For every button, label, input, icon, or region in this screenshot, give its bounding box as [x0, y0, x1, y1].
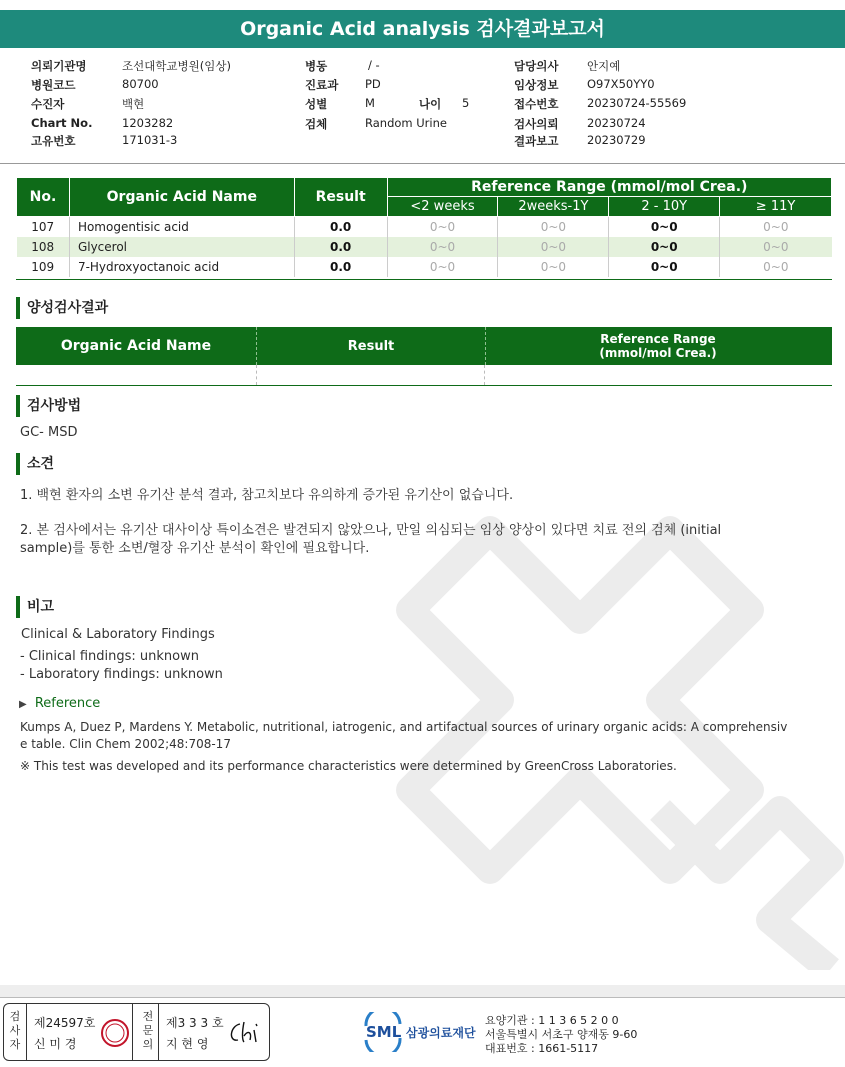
info-value: M	[365, 96, 375, 110]
cell-ref: 0~0	[498, 217, 609, 238]
table-row	[17, 217, 832, 238]
tester-label-char: 검	[9, 1010, 21, 1023]
col-header-ref: Reference Range (mmol/mol Crea.)	[387, 178, 831, 197]
info-label: 병동	[305, 59, 328, 73]
disclaimer-note: ※ This test was developed and its performance characteristics were determined by GreenCross Laboratories.	[20, 759, 677, 773]
table-bottom-rule	[16, 279, 832, 280]
info-value: 20230724-55569	[587, 96, 687, 110]
sml-logo-text: SML	[366, 1023, 402, 1041]
remarks-findings-title: Clinical & Laboratory Findings	[21, 627, 215, 642]
cell-ref: 0~0	[609, 237, 720, 257]
org-address: 서울특별시 서초구 양재동 9-60	[485, 1028, 638, 1041]
cell-ref: 0~0	[498, 237, 609, 257]
cell-ref: 0~0	[387, 257, 498, 277]
info-value: 조선대학교병원(임상)	[122, 59, 231, 73]
col-header-result: Result	[294, 178, 387, 217]
info-value: 20230724	[587, 116, 646, 130]
col-header-age: 2weeks-1Y	[498, 197, 609, 217]
cell-no: 108	[17, 237, 70, 257]
tester-label	[8, 1010, 22, 1052]
divider	[0, 997, 845, 998]
org-code: 요양기관 : 1 1 3 6 5 2 0 0	[485, 1014, 619, 1027]
cell-result: 0.0	[294, 257, 387, 277]
cell-no: 109	[31, 260, 55, 274]
table-row	[17, 237, 832, 257]
cell-ref: 0~0	[609, 257, 720, 277]
info-label: 결과보고	[514, 134, 559, 148]
cell-name: Glycerol	[69, 237, 294, 257]
results-table	[16, 177, 832, 277]
info-label: 병원코드	[31, 78, 76, 92]
cell-name: Homogentisic acid	[69, 217, 294, 238]
reference-label: Reference	[34, 696, 101, 711]
col-header-age: <2 weeks	[387, 197, 498, 217]
info-value: O97X50YY0	[587, 77, 655, 91]
cell-no: 107	[31, 220, 55, 234]
reference-heading	[19, 696, 100, 711]
col-header-age: 2 - 10Y	[609, 197, 720, 217]
opinion-line-1: 1. 백현 환자의 소변 유기산 분석 결과, 참고치보다 유의하게 증가된 유기산이 없습니다.	[20, 488, 514, 503]
report-title: Organic Acid analysis 검사결과보고서	[0, 10, 845, 48]
info-value: 1203282	[122, 116, 174, 130]
col-header-no: No.	[17, 178, 70, 217]
doctor-label	[141, 1010, 155, 1052]
cell-result: 0.0	[294, 237, 387, 257]
section-title-opinion: 소견	[16, 453, 54, 475]
doctor-license-no: 제3 3 3 호	[166, 1016, 224, 1030]
tester-label-char: 자	[9, 1038, 21, 1051]
col-header-age: ≥ 11Y	[720, 197, 832, 217]
tester-license-no: 제24597호	[34, 1016, 96, 1030]
divider	[158, 1004, 159, 1060]
divider	[0, 163, 845, 164]
info-label: Chart No.	[31, 116, 93, 130]
cell-ref: 0~0	[387, 217, 498, 238]
section-title-positive: 양성검사결과	[16, 297, 108, 319]
doctor-label-char: 의	[142, 1038, 154, 1051]
doctor-label-char: 문	[142, 1024, 154, 1037]
org-name: 삼광의료재단	[406, 1026, 476, 1040]
signature-box	[3, 1003, 270, 1061]
cell-ref: 0~0	[498, 257, 609, 277]
opinion-line-2b: sample)를 통한 소변/혈장 유기산 분석이 확인에 필요합니다.	[20, 541, 370, 556]
info-value: 백현	[122, 97, 145, 111]
age-label: 나이	[419, 97, 442, 111]
positive-table-bottom-rule	[16, 385, 832, 386]
col-header-name: Organic Acid Name	[69, 178, 294, 217]
doctor-name: 지 현 영	[166, 1037, 209, 1051]
info-value: 안지예	[587, 59, 621, 73]
info-label: 성별	[305, 97, 328, 111]
section-title-method: 검사방법	[16, 395, 81, 417]
info-label: 고유번호	[31, 134, 76, 148]
info-label: 담당의사	[514, 59, 559, 73]
info-value: 20230729	[587, 133, 646, 147]
info-label: 검체	[305, 117, 328, 131]
remarks-laboratory: - Laboratory findings: unknown	[20, 667, 223, 682]
info-label: 임상정보	[514, 78, 559, 92]
divider	[132, 1004, 133, 1060]
section-title-remarks: 비고	[16, 596, 54, 618]
divider	[484, 365, 486, 385]
cell-result: 0.0	[294, 217, 387, 238]
cell-ref: 0~0	[720, 237, 832, 257]
seal-stamp-icon	[100, 1018, 130, 1048]
tester-name: 신 미 경	[34, 1037, 77, 1051]
cell-name: 7-Hydroxyoctanoic acid	[69, 257, 294, 277]
info-label: 의뢰기관명	[31, 59, 87, 73]
sml-logo-icon	[362, 1012, 402, 1052]
cell-ref: 0~0	[720, 257, 832, 277]
pos-col-ref-line1: Reference Range	[600, 332, 716, 346]
pos-col-name: Organic Acid Name	[60, 338, 212, 354]
info-value: 80700	[122, 77, 159, 91]
reference-text-b: e table. Clin Chem 2002;48:708-17	[20, 737, 231, 751]
age-value: 5	[462, 96, 470, 110]
table-row	[17, 257, 832, 277]
signature-icon	[226, 1018, 264, 1048]
info-value: / -	[368, 58, 380, 72]
info-label: 진료과	[305, 78, 339, 92]
info-value: PD	[365, 77, 381, 91]
triangle-icon: ▶	[19, 699, 27, 710]
info-value: 171031-3	[122, 133, 178, 147]
divider	[26, 1004, 27, 1060]
tester-label-char: 사	[9, 1024, 21, 1037]
opinion-line-2a: 2. 본 검사에서는 유기산 대사이상 특이소견은 발견되지 않았으나, 만일 의심되는 임상 양상이 있다면 치료 전의 검체 (initial	[20, 523, 722, 538]
info-label: 수진자	[31, 97, 65, 111]
footer-band	[0, 985, 845, 997]
method-text: GC- MSD	[20, 425, 78, 440]
reference-text-a: Kumps A, Duez P, Mardens Y. Metabolic, nutritional, iatrogenic, and artifactual sources of urinary organic acids: A comprehensiv	[20, 720, 788, 734]
info-label: 검사의뢰	[514, 117, 559, 131]
org-phone: 대표번호 : 1661-5117	[485, 1042, 599, 1055]
pos-col-ref-line2: (mmol/mol Crea.)	[599, 346, 717, 360]
positive-table-header	[16, 327, 832, 365]
info-value: Random Urine	[365, 116, 447, 130]
cell-ref: 0~0	[387, 237, 498, 257]
cell-ref: 0~0	[720, 217, 832, 238]
cell-ref: 0~0	[609, 217, 720, 238]
pos-col-result: Result	[256, 327, 486, 365]
info-label: 접수번호	[514, 97, 559, 111]
remarks-clinical: - Clinical findings: unknown	[20, 649, 199, 664]
divider	[256, 365, 258, 385]
doctor-label-char: 전	[142, 1010, 154, 1023]
pos-col-ref	[484, 327, 832, 365]
